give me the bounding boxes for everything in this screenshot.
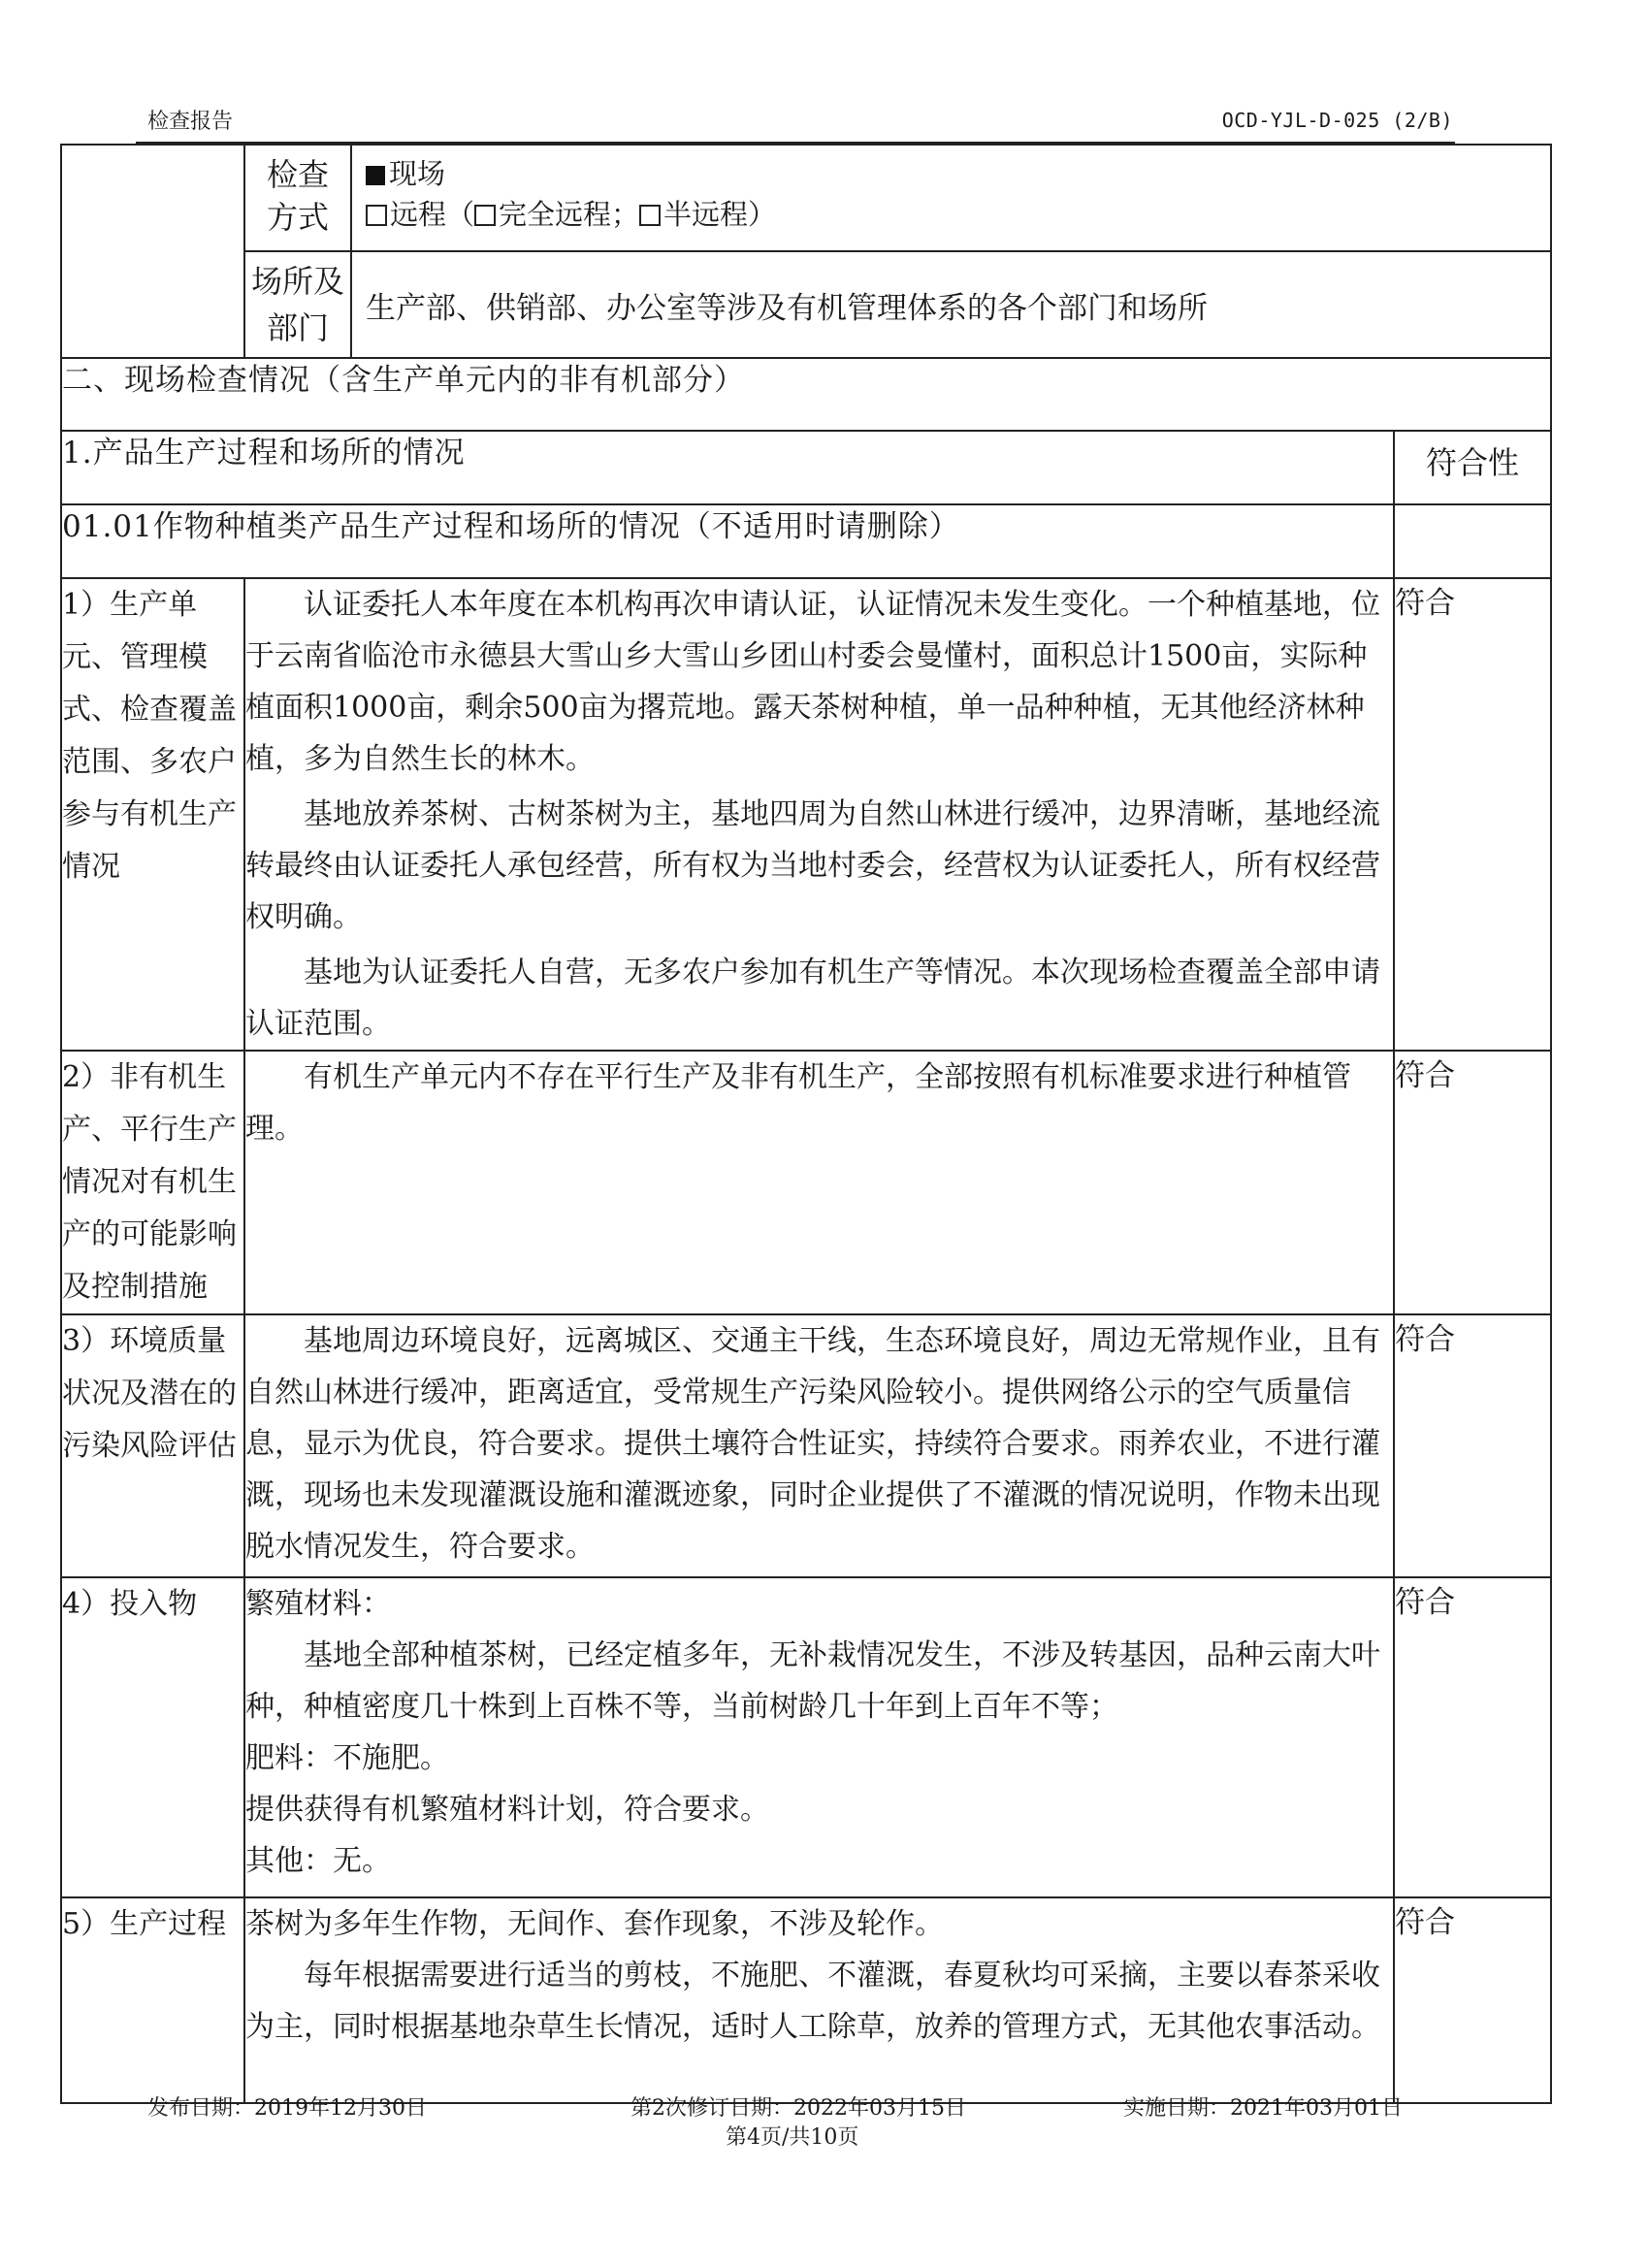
row-line: 茶树为多年生作物，无间作、套作现象，不涉及轮作。 xyxy=(245,1907,944,1941)
site-label-line1: 场所及 xyxy=(250,263,344,300)
checked-box-icon xyxy=(366,166,385,185)
footer-revision-date: 第2次修订日期：2022年03月15日 xyxy=(630,2096,966,2121)
section2-row xyxy=(61,358,1551,431)
row-content xyxy=(244,1314,1394,1577)
row-paragraph: 认证委托人本年度在本机构再次申请认证，认证情况未发生变化。一个种植基地，位于云南省临沧市永德县大雪山乡大雪山乡团山村委会曼懂村，面积总计1500亩，实际种植面积1000亩，剩余500亩为撂荒地。露天茶树种植，单一品种种植，无其他经济林种植，多为自然生长的林木。 xyxy=(245,588,1380,776)
subsection-conformity xyxy=(1394,504,1551,578)
subsection-title: 01.01作物种植类产品生产过程和场所的情况（不适用时请删除） xyxy=(61,504,1394,578)
table-row xyxy=(61,1314,1551,1577)
unchecked-box-icon xyxy=(639,205,661,226)
row-content xyxy=(244,1051,1394,1314)
header-doc-type: 检查报告 xyxy=(147,110,234,134)
table-row xyxy=(61,578,1551,1051)
footer-publish-date: 发布日期：2019年12月30日 xyxy=(147,2096,427,2121)
row-paragraph: 基地周边环境良好，远离城区、交通主干线，生态环境良好，周边无常规作业，且有自然山林进行缓冲，距离适宜，受常规生产污染风险较小。提供网络公示的空气质量信息，显示为优良，符合要求。提供土壤符合性证实，持续符合要求。雨养农业，不进行灌溉，现场也未发现灌溉设施和灌溉迹象，同时企业提供了不灌溉的情况说明，作物未出现脱水情况发生，符合要求。 xyxy=(245,1324,1380,1564)
remote-label: 远程（ xyxy=(390,198,475,231)
subsection-row xyxy=(61,504,1551,578)
row-line: 繁殖材料： xyxy=(245,1587,391,1621)
row-line: 提供获得有机繁殖材料计划，符合要求。 xyxy=(245,1793,769,1827)
method-label-line2: 方式 xyxy=(266,199,329,236)
method-label-line1: 检查 xyxy=(266,156,329,193)
row-paragraph: 基地为认证委托人自营，无多农户参加有机生产等情况。本次现场检查覆盖全部申请认证范围。 xyxy=(245,956,1380,1041)
section1-row xyxy=(61,431,1551,504)
row-label: 1）生产单元、管理模式、检查覆盖范围、多农户参与有机生产情况 xyxy=(61,578,244,1051)
row-content xyxy=(244,1897,1394,2103)
row-content xyxy=(244,578,1394,1051)
site-label xyxy=(244,251,351,358)
row-conformity: 符合 xyxy=(1394,1314,1551,1577)
section1-title: 1.产品生产过程和场所的情况 xyxy=(61,431,1394,504)
row-conformity: 符合 xyxy=(1394,1897,1551,2103)
method-remote-option xyxy=(366,194,1536,235)
footer-page-number: 第4页/共10页 xyxy=(726,2125,859,2150)
row-label: 2）非有机生产、平行生产情况对有机生产的可能影响及控制措施 xyxy=(61,1051,244,1314)
table-row xyxy=(61,1051,1551,1314)
remote-half-label: 半远程） xyxy=(663,198,777,231)
conformity-header: 符合性 xyxy=(1394,431,1551,504)
row-conformity: 符合 xyxy=(1394,1577,1551,1897)
method-onsite-option xyxy=(366,153,1536,194)
row-conformity: 符合 xyxy=(1394,1051,1551,1314)
row-content xyxy=(244,1577,1394,1897)
row-label: 3）环境质量状况及潜在的污染风险评估 xyxy=(61,1314,244,1577)
row-line: 基地全部种植茶树，已经定植多年，无补栽情况发生，不涉及转基因，品种云南大叶种，种植密度几十株到上百株不等，当前树龄几十年到上百年不等； xyxy=(245,1638,1380,1724)
site-row xyxy=(61,251,1551,358)
row-label: 4）投入物 xyxy=(61,1577,244,1897)
row-paragraph: 基地放养茶树、古树茶树为主，基地四周为自然山林进行缓冲，边界清晰，基地经流转最终由认证委托人承包经营，所有权为当地村委会，经营权为认证委托人，所有权经营权明确。 xyxy=(245,797,1380,934)
row-line: 每年根据需要进行适当的剪枝，不施肥、不灌溉，春夏秋均可采摘，主要以春茶采收为主，同时根据基地杂草生长情况，适时人工除草，放养的管理方式，无其他农事活动。 xyxy=(245,1959,1380,2044)
method-options xyxy=(351,145,1551,251)
section2-title: 二、现场检查情况（含生产单元内的非有机部分） xyxy=(61,358,1551,431)
method-row xyxy=(61,145,1551,251)
inspection-table xyxy=(60,144,1552,2104)
site-label-line2: 部门 xyxy=(266,309,329,346)
table-row xyxy=(61,1897,1551,2103)
footer-effective-date: 实施日期：2021年03月01日 xyxy=(1123,2096,1403,2121)
remote-full-label: 完全远程； xyxy=(499,198,640,231)
site-value: 生产部、供销部、办公室等涉及有机管理体系的各个部门和场所 xyxy=(351,251,1551,358)
header-doc-code: OCD-YJL-D-025 (2/B) xyxy=(1221,109,1453,132)
unchecked-box-icon xyxy=(366,205,387,226)
unchecked-box-icon xyxy=(474,205,496,226)
row-line: 肥料：不施肥。 xyxy=(245,1741,449,1775)
method-label xyxy=(244,145,351,251)
row-line: 其他：无。 xyxy=(245,1844,391,1878)
row-label: 5）生产过程 xyxy=(61,1897,244,2103)
onsite-label: 现场 xyxy=(389,157,446,190)
row-conformity: 符合 xyxy=(1394,578,1551,1051)
blank-cell xyxy=(61,145,244,358)
row-paragraph: 有机生产单元内不存在平行生产及非有机生产，全部按照有机标准要求进行种植管理。 xyxy=(245,1060,1351,1146)
table-row xyxy=(61,1577,1551,1897)
